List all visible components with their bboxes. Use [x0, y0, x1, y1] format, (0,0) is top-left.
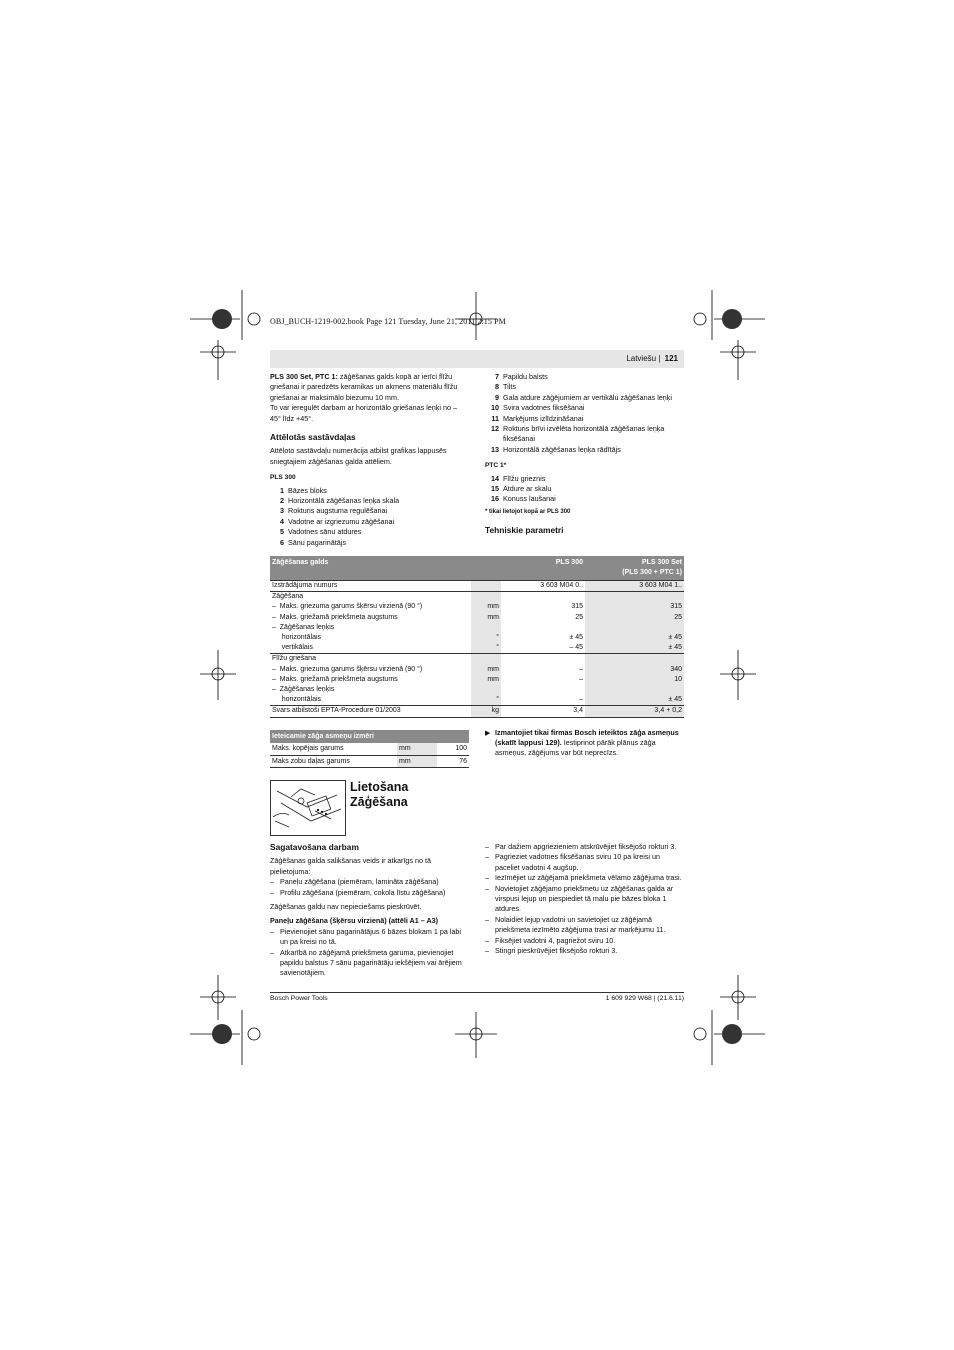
list-item-text: Nolaidiet lejup vadotni un savietojiet uz zāģējamā priekšmeta iezīmēto zāģējuma trasi ar marķējumu 11.: [495, 914, 666, 935]
list-item-text: Fiksējiet vadotni 4, pagriežot sviru 10.: [495, 935, 616, 945]
table-cell: [471, 685, 501, 695]
table-cell: [471, 592, 501, 603]
item-number: 13: [491, 444, 499, 454]
table-row: [270, 643, 684, 654]
footer-right: 1 609 929 W68 | (21.6.11): [605, 995, 684, 1002]
component-item: [270, 506, 465, 516]
table-cell: –: [579, 696, 583, 704]
item-number: 4: [280, 516, 284, 526]
table-cell: 315: [571, 603, 583, 611]
table-cell: Maks. kopējais garums: [270, 743, 397, 755]
table-cell: [501, 685, 585, 695]
table-cell: – Maks. griežamā priekšmeta augstums: [272, 675, 398, 683]
table-cell: [501, 592, 585, 603]
item-text: Atdure ar skalu: [503, 484, 552, 494]
component-item: [485, 424, 683, 445]
blade-table-header: Ieteicamie zāģa asmeņu izmēri: [270, 730, 469, 743]
item-number: 11: [491, 413, 499, 423]
item-text: Horizontālā zāģēšanas leņķa skala: [288, 496, 400, 506]
item-number: 12: [491, 424, 499, 434]
table-cell: ± 45: [585, 695, 684, 706]
group2-title: PTC 1*: [485, 462, 507, 470]
footer-left: Bosch Power Tools: [270, 995, 328, 1002]
item-number: 14: [491, 473, 499, 483]
table-cell: [585, 685, 684, 695]
table-cell: mm: [397, 743, 437, 755]
table-row: [270, 592, 684, 603]
note-bold: Izmantojiet tikai firmas Bosch ieteiktos zāģa asmeņus (skatīt lappusi 129).: [495, 728, 679, 748]
table-cell: [471, 654, 501, 665]
language-label: Latviešu | 121: [626, 354, 678, 363]
table-row: [270, 695, 684, 706]
component-item: [485, 474, 683, 484]
tech-heading: Tehniskie parametri: [485, 525, 564, 536]
warning-note: [485, 728, 683, 759]
table-cell: 3,4 + 0,2: [585, 706, 684, 717]
item-text: Sānu pagarinātājs: [288, 537, 346, 547]
item-text: Rokturis augstuma regulēšanai: [288, 506, 388, 516]
intro-angle: To var ieregulēt darbam ar horizontālo griešanas leņķi no – 45° līdz +45°.: [270, 403, 457, 423]
component-item: [270, 496, 465, 506]
table-cell: – 45: [569, 644, 583, 652]
left-column: [270, 372, 465, 548]
right-column: [485, 372, 683, 540]
item-text: Vadotne ar izgriezumu zāģēšanai: [288, 516, 395, 526]
list-item-text: Pievienojiet sānu pagarinātājus 6 bāzes blokam 1 pa labi un pa kreisi no tā.: [280, 926, 462, 947]
table-row: [270, 743, 469, 755]
item-text: Horizontālā zāģēšanas leņķa rādītājs: [503, 444, 621, 454]
file-header: OBJ_BUCH-1219-002.book Page 121 Tuesday, June 21, 2011 2:15 PM: [270, 317, 506, 326]
table-row: [270, 755, 469, 768]
components-list-b: [485, 372, 683, 455]
item-number: 8: [495, 382, 499, 392]
tech-header-unit: [471, 556, 501, 581]
item-text: Bāzes bloks: [288, 485, 327, 495]
component-item: [485, 414, 683, 424]
tech-header-set: [585, 556, 684, 581]
table-cell: – Zāģēšanas leņķis: [272, 686, 335, 694]
tech-table-header: [270, 556, 684, 581]
item-text: Tilts: [503, 382, 516, 392]
table-row: [270, 675, 684, 685]
table-row: [270, 654, 684, 665]
item-text: Flīžu grieznis: [503, 473, 546, 483]
table-cell: [471, 623, 501, 633]
note-text: Iestiprinot pārāk plānus zāģa asmeņus, zāģējums var būt neprecīzs.: [495, 738, 656, 758]
item-number: 9: [495, 392, 499, 402]
table-cell: 25: [585, 613, 684, 623]
list-item-text: Stingri pieskrūvējiet fiksējošo rokturi 3.: [495, 946, 618, 956]
table-cell: – Maks. griezuma garums šķērsu virzienā (90 °): [272, 665, 423, 673]
section-title: [350, 780, 408, 810]
list-item: – Fiksējiet vadotni 4, pagriežot sviru 10.: [485, 936, 683, 946]
table-cell: mm: [471, 602, 501, 612]
table-cell: [501, 623, 585, 633]
table-cell: kg: [471, 706, 501, 717]
table-cell: 315: [585, 602, 684, 612]
table-cell: [585, 654, 684, 665]
component-item: [485, 484, 683, 494]
footnote: * tikai lietojot kopā ar PLS 300: [485, 508, 571, 515]
table-row: [270, 613, 684, 623]
list-item-text: Profilu zāģēšana (piemēram, cokola līstu zāģēšana): [280, 887, 446, 897]
page-footer: [270, 992, 684, 1002]
table-cell: mm: [471, 675, 501, 685]
components-list-c: [485, 474, 683, 505]
table-cell: 3 603 M04 0..: [501, 581, 585, 592]
list-item: – Nolaidiet lejup vadotni un savietojiet uz zāģējamā priekšmeta iezīmēto zāģējuma trasi ar marķējumu 11.: [485, 915, 683, 936]
intro-paragraph: [270, 372, 465, 403]
item-number: 15: [491, 484, 499, 494]
table-row: [270, 685, 684, 695]
item-number: 2: [280, 496, 284, 506]
table-cell: [585, 623, 684, 633]
table-cell: ± 45: [569, 634, 583, 642]
intro-text: zāģēšanas galds kopā ar ierīci flīžu griešanai ir paredzēts keramikas un akmens materiālu flīžu griešanai ar maksimālo biezumu 10 mm.: [270, 372, 458, 402]
item-number: 6: [280, 537, 284, 547]
tech-header-pls300: PLS 300: [501, 556, 585, 581]
table-cell: horizontālais: [272, 696, 322, 704]
item-text: Vadotnes sānu atdures: [288, 527, 362, 537]
table-cell: –: [579, 665, 583, 673]
table-cell: [471, 581, 501, 592]
group1-title: PLS 300: [270, 474, 296, 482]
arrow-icon: ▶: [485, 728, 491, 737]
page-number: 121: [664, 354, 678, 363]
table-cell: Zāģēšana: [270, 592, 471, 603]
component-item: [270, 517, 465, 527]
component-item: [485, 494, 683, 504]
table-row: [270, 581, 684, 592]
item-number: 16: [491, 494, 499, 504]
tech-header-label: Zāģēšanas galds: [270, 556, 471, 581]
table-cell: 340: [585, 665, 684, 675]
language-name: Latviešu: [626, 354, 657, 363]
component-item: [270, 486, 465, 496]
prep-left: [270, 842, 468, 979]
table-cell: [585, 592, 684, 603]
table-cell: mm: [471, 613, 501, 623]
table-cell: mm: [471, 665, 501, 675]
components-text: Attēloto sastāvdaļu numerācija atbilst grafikas lappusēs sniegtajiem zāģēšanas galda attēliem.: [270, 446, 447, 466]
item-text: Rokturis brīvi izvēlēta horizontālā zāģēšanas leņķa fiksēšanai: [503, 424, 665, 444]
list-item-text: Pagrieziet vadotnes fiksēšanas sviru 10 pa kreisi un paceliet vadotni 4 augšup.: [495, 852, 661, 872]
saw-illustration: [270, 780, 346, 836]
item-number: 1: [280, 485, 284, 495]
list-item: – Par dažiem apgriezieniem atskrūvējiet fiksējošo rokturi 3.: [485, 842, 683, 852]
item-number: 7: [495, 372, 499, 381]
title-sawing: Zāģēšana: [350, 795, 408, 809]
table-cell: °: [471, 643, 501, 654]
table-row: [270, 633, 684, 643]
tech-header-set-text: PLS 300 Set (PLS 300 + PTC 1): [622, 559, 682, 576]
prep-heading: Sagatavošana darbam: [270, 842, 359, 852]
table-cell: Maks zobu daļas garums: [270, 755, 397, 768]
list-item-text: Paneļu zāģēšana (piemēram, lamināta zāģēšana): [280, 877, 439, 887]
title-usage: Lietošana: [350, 780, 409, 794]
prep-subheading: Paneļu zāģēšana (šķērsu virzienā) (attēli A1 – A3): [270, 916, 439, 926]
table-cell: 100: [437, 743, 469, 755]
item-text: Marķējums izlīdzināšanai: [503, 413, 584, 423]
item-text: Papildu balsts: [503, 372, 548, 381]
item-text: Konuss laušanai: [503, 494, 556, 504]
table-cell: 10: [585, 675, 684, 685]
blade-table: [270, 730, 469, 768]
table-cell: [501, 654, 585, 665]
list-item: – Pagrieziet vadotnes fiksēšanas sviru 10 pa kreisi un paceliet vadotni 4 augšup.: [485, 852, 683, 873]
table-cell: Flīžu griešana: [270, 654, 471, 665]
table-cell: – Zāģēšanas leņķis: [272, 623, 335, 631]
table-cell: –: [579, 675, 583, 683]
table-cell: mm: [397, 755, 437, 768]
list-item-text: Iezīmējiet uz zāģējamā priekšmeta vēlamo zāģējuma trasi.: [495, 873, 682, 883]
list-item-text: Atkarībā no zāģējamā priekšmeta garuma, pievienojiet papildu balstus 7 sānu pagarinātāju iekšējiem vai ārējiem savienotājiem.: [280, 947, 462, 978]
list-item: – Pievienojiet sānu pagarinātājus 6 bāzes blokam 1 pa labi un pa kreisi no tā.: [270, 927, 468, 948]
table-row: [270, 623, 684, 633]
page-header-bar: [270, 350, 684, 368]
table-cell: horizontālais: [272, 634, 322, 642]
item-number: 10: [491, 403, 499, 413]
table-cell: ± 45: [585, 633, 684, 643]
saw-icon: [271, 781, 345, 835]
prep-right: [485, 842, 683, 956]
components-list-a: [270, 486, 465, 548]
item-number: 5: [280, 527, 284, 537]
table-cell: Izstrādājuma numurs: [270, 581, 471, 592]
table-cell: – Maks. griežamā priekšmeta augstums: [272, 613, 398, 621]
tech-table: [270, 556, 684, 718]
item-text: Svira vadotnes fiksēšanai: [503, 403, 585, 413]
component-item: [485, 372, 683, 382]
prep-intro: Zāģēšanas galda salikšanas veids ir atkarīgs no tā pielietojuma:: [270, 856, 432, 876]
item-number: 3: [280, 506, 284, 516]
table-row: [270, 602, 684, 612]
table-cell: 3,4: [501, 706, 585, 717]
list-item: – Stingri pieskrūvējiet fiksējošo rokturi 3.: [485, 946, 683, 956]
item-text: Gala atdure zāģējumiem ar vertikālu zāģēšanas leņķi: [503, 392, 672, 402]
table-row: [270, 706, 684, 717]
component-item: [485, 445, 683, 455]
component-item: [270, 538, 465, 548]
table-cell: ± 45: [585, 643, 684, 654]
table-cell: 3 603 M04 1..: [585, 581, 684, 592]
list-item: – Iezīmējiet uz zāģējamā priekšmeta vēlamo zāģējuma trasi.: [485, 873, 682, 883]
table-row: [270, 665, 684, 675]
list-item: – Novietojiet zāģējamo priekšmetu uz zāģēšanas galda ar virspusi lejup un piespiediet tā malu pie bāzes bloka 1 atdures.: [485, 884, 683, 915]
table-cell: 76: [437, 755, 469, 768]
list-item-text: Par dažiem apgriezieniem atskrūvējiet fiksējošo rokturi 3.: [495, 842, 677, 851]
table-cell: vertikālais: [272, 644, 313, 652]
table-cell: 25: [575, 613, 583, 621]
table-cell: Svars atbilstoši EPTA-Procedure 01/2003: [270, 706, 471, 717]
component-item: [485, 403, 683, 413]
prep-note: Zāģēšanas galdu nav nepieciešams pieskrūvēt.: [270, 902, 422, 912]
list-item: – Paneļu zāģēšana (piemēram, lamināta zāģēšana): [270, 877, 468, 887]
intro-lead: PLS 300 Set, PTC 1:: [270, 372, 338, 381]
list-item-text: Novietojiet zāģējamo priekšmetu uz zāģēšanas galda ar virspusi lejup un piespiediet tā malu pie bāzes bloka 1 atdures.: [495, 883, 674, 914]
components-heading: Attēlotās sastāvdaļas: [270, 432, 356, 443]
table-cell: – Maks. griezuma garums šķērsu virzienā (90 °): [272, 603, 423, 611]
list-item: – Profilu zāģēšana (piemēram, cokola līstu zāģēšana): [270, 888, 468, 898]
table-cell: °: [471, 633, 501, 643]
list-item: – Atkarībā no zāģējamā priekšmeta garuma, pievienojiet papildu balstus 7 sānu pagarinātāju iekšējiem vai ārējiem savienotājiem.: [270, 948, 468, 979]
component-item: [485, 382, 683, 392]
component-item: [485, 393, 683, 403]
component-item: [270, 527, 465, 537]
table-cell: °: [471, 695, 501, 706]
